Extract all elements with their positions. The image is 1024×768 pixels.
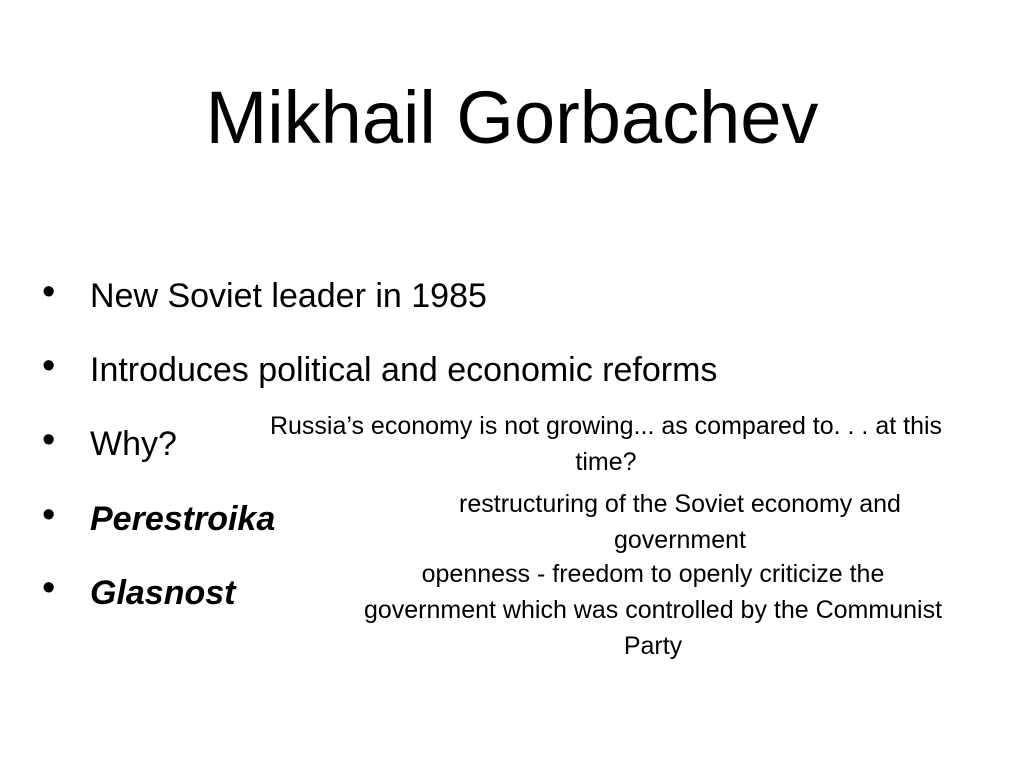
note-glasnost-line-3: Party (623, 632, 683, 660)
slide-title: Mikhail Gorbachev (205, 76, 819, 159)
note-why-line-2: time? (575, 448, 637, 476)
bullet-reforms: Introduces political and economic reforms (90, 351, 718, 389)
note-glasnost (296, 556, 1010, 664)
note-perestroika-line-1: restructuring of the Soviet economy and (459, 490, 901, 518)
bullet-why: Why? (90, 425, 177, 463)
bullet-dot: • (42, 567, 56, 609)
note-perestroika-line-2: government (613, 526, 747, 554)
bullet-dot: • (42, 419, 56, 461)
bullet-dot: • (42, 345, 56, 387)
note-why (196, 408, 1016, 480)
bullet-dot: • (42, 494, 56, 536)
note-perestroika (380, 486, 980, 558)
note-glasnost-line-2: government which was controlled by the Communist (363, 596, 943, 624)
bullet-new-soviet-leader: New Soviet leader in 1985 (90, 277, 487, 315)
bullet-glasnost: Glasnost (90, 574, 236, 612)
bullet-dot: • (42, 271, 56, 313)
note-glasnost-line-1: openness - freedom to openly criticize the (421, 560, 885, 588)
note-why-line-1: Russia’s economy is not growing... as compared to. . . at this (269, 412, 943, 440)
bullet-perestroika: Perestroika (90, 500, 276, 538)
